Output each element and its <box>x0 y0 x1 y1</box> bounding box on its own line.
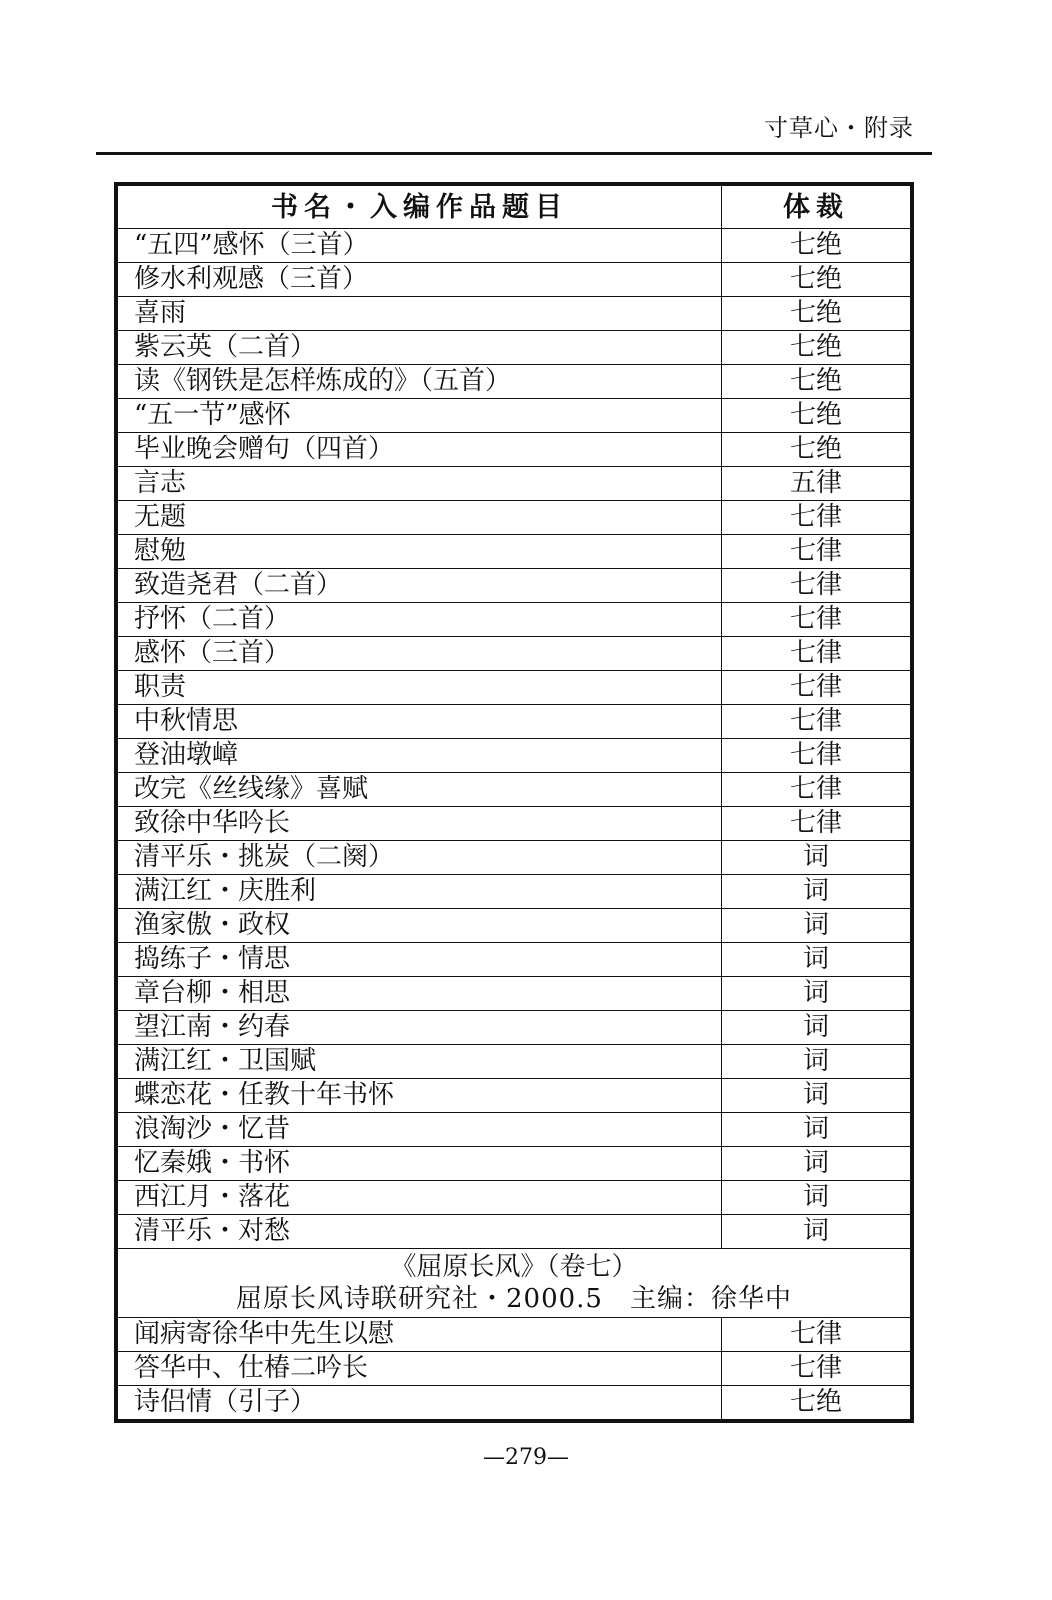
table-row <box>118 365 911 399</box>
genre-cell: 七律 <box>722 807 911 841</box>
work-title-cell: 望江南・约春 <box>118 1011 722 1045</box>
table-row <box>118 1352 911 1386</box>
works-table <box>117 185 911 1420</box>
genre-cell: 词 <box>722 909 911 943</box>
genre-cell: 词 <box>722 943 911 977</box>
genre-cell: 七律 <box>722 637 911 671</box>
table-row <box>118 739 911 773</box>
genre-cell: 词 <box>722 875 911 909</box>
section-heading-cell <box>118 1249 911 1318</box>
table-header-row <box>118 186 911 229</box>
work-title-cell: 修水利观感（三首） <box>118 263 722 297</box>
work-title-cell: 言志 <box>118 467 722 501</box>
page-number: —279— <box>483 1445 569 1470</box>
genre-cell: 七绝 <box>722 1386 911 1420</box>
genre-cell: 七绝 <box>722 365 911 399</box>
work-title-cell: 章台柳・相思 <box>118 977 722 1011</box>
table-row <box>118 1386 911 1420</box>
genre-cell: 七律 <box>722 705 911 739</box>
genre-cell: 词 <box>722 1045 911 1079</box>
table-row <box>118 671 911 705</box>
genre-cell: 七律 <box>722 1318 911 1352</box>
table-row <box>118 535 911 569</box>
table-row <box>118 433 911 467</box>
genre-cell: 七律 <box>722 569 911 603</box>
genre-cell: 七律 <box>722 773 911 807</box>
table-row <box>118 569 911 603</box>
table-row <box>118 229 911 263</box>
work-title-cell: 致徐中华吟长 <box>118 807 722 841</box>
table-row <box>118 1011 911 1045</box>
genre-cell: 词 <box>722 1011 911 1045</box>
table-section <box>118 1249 911 1318</box>
table-row <box>118 1215 911 1249</box>
table-row <box>118 263 911 297</box>
genre-cell: 词 <box>722 1113 911 1147</box>
work-title-cell: 抒怀（二首） <box>118 603 722 637</box>
genre-cell: 七律 <box>722 603 911 637</box>
table-row <box>118 467 911 501</box>
genre-cell: 词 <box>722 1147 911 1181</box>
works-table-frame <box>114 182 914 1423</box>
genre-cell: 词 <box>722 1181 911 1215</box>
table-row <box>118 807 911 841</box>
work-title-cell: “五四”感怀（三首） <box>118 229 722 263</box>
genre-cell: 七绝 <box>722 263 911 297</box>
table-row <box>118 943 911 977</box>
genre-cell: 七律 <box>722 671 911 705</box>
work-title-cell: 无题 <box>118 501 722 535</box>
work-title-cell: 浪淘沙・忆昔 <box>118 1113 722 1147</box>
work-title-cell: 慰勉 <box>118 535 722 569</box>
title-column-header: 书名・入编作品题目 <box>118 186 722 229</box>
table-row <box>118 1181 911 1215</box>
table-row <box>118 909 911 943</box>
work-title-cell: 闻病寄徐华中先生以慰 <box>118 1318 722 1352</box>
genre-cell: 七绝 <box>722 399 911 433</box>
work-title-cell: 清平乐・对愁 <box>118 1215 722 1249</box>
table-row <box>118 977 911 1011</box>
work-title-cell: 致造尧君（二首） <box>118 569 722 603</box>
table-row <box>118 1318 911 1352</box>
table-row <box>118 841 911 875</box>
table-row <box>118 1045 911 1079</box>
genre-column-header: 体裁 <box>722 186 911 229</box>
work-title-cell: 忆秦娥・书怀 <box>118 1147 722 1181</box>
work-title-cell: 满江红・卫国赋 <box>118 1045 722 1079</box>
genre-cell: 七律 <box>722 535 911 569</box>
table-body-upper <box>118 229 911 1249</box>
section-subtitle: 屈原长风诗联研究社・2000.5 主编：徐华中 <box>236 1284 792 1314</box>
work-title-cell: 职责 <box>118 671 722 705</box>
work-title-cell: 捣练子・情思 <box>118 943 722 977</box>
table-row <box>118 637 911 671</box>
work-title-cell: 渔家傲・政权 <box>118 909 722 943</box>
genre-cell: 七律 <box>722 739 911 773</box>
table-row <box>118 297 911 331</box>
work-title-cell: 清平乐・挑炭（二阕） <box>118 841 722 875</box>
genre-cell: 词 <box>722 841 911 875</box>
table-row <box>118 331 911 365</box>
genre-cell: 七绝 <box>722 433 911 467</box>
work-title-cell: 紫云英（二首） <box>118 331 722 365</box>
work-title-cell: 毕业晚会赠句（四首） <box>118 433 722 467</box>
work-title-cell: 改完《丝线缘》喜赋 <box>118 773 722 807</box>
table-row <box>118 1079 911 1113</box>
genre-cell: 词 <box>722 1215 911 1249</box>
table-row <box>118 773 911 807</box>
work-title-cell: 诗侣情（引子） <box>118 1386 722 1420</box>
section-title: 《屈原长风》（卷七） <box>390 1252 638 1282</box>
work-title-cell: 答华中、仕椿二吟长 <box>118 1352 722 1386</box>
work-title-cell: 满江红・庆胜利 <box>118 875 722 909</box>
genre-cell: 七绝 <box>722 331 911 365</box>
table-row <box>118 501 911 535</box>
table-row <box>118 705 911 739</box>
table-row <box>118 603 911 637</box>
table-row <box>118 1147 911 1181</box>
work-title-cell: 读《钢铁是怎样炼成的》（五首） <box>118 365 722 399</box>
table-row <box>118 399 911 433</box>
work-title-cell: 蝶恋花・任教十年书怀 <box>118 1079 722 1113</box>
table-body-lower <box>118 1318 911 1420</box>
genre-cell: 七律 <box>722 1352 911 1386</box>
table-row <box>118 1113 911 1147</box>
genre-cell: 七绝 <box>722 229 911 263</box>
work-title-cell: 登油墩嶂 <box>118 739 722 773</box>
genre-cell: 词 <box>722 977 911 1011</box>
work-title-cell: 喜雨 <box>118 297 722 331</box>
table-row <box>118 875 911 909</box>
genre-cell: 词 <box>722 1079 911 1113</box>
work-title-cell: “五一节”感怀 <box>118 399 722 433</box>
work-title-cell: 感怀（三首） <box>118 637 722 671</box>
genre-cell: 七绝 <box>722 297 911 331</box>
section-heading-row <box>118 1249 911 1318</box>
genre-cell: 五律 <box>722 467 911 501</box>
genre-cell: 七律 <box>722 501 911 535</box>
header-rule <box>96 152 932 155</box>
running-head: 寸草心・附录 <box>764 114 914 142</box>
work-title-cell: 中秋情思 <box>118 705 722 739</box>
work-title-cell: 西江月・落花 <box>118 1181 722 1215</box>
